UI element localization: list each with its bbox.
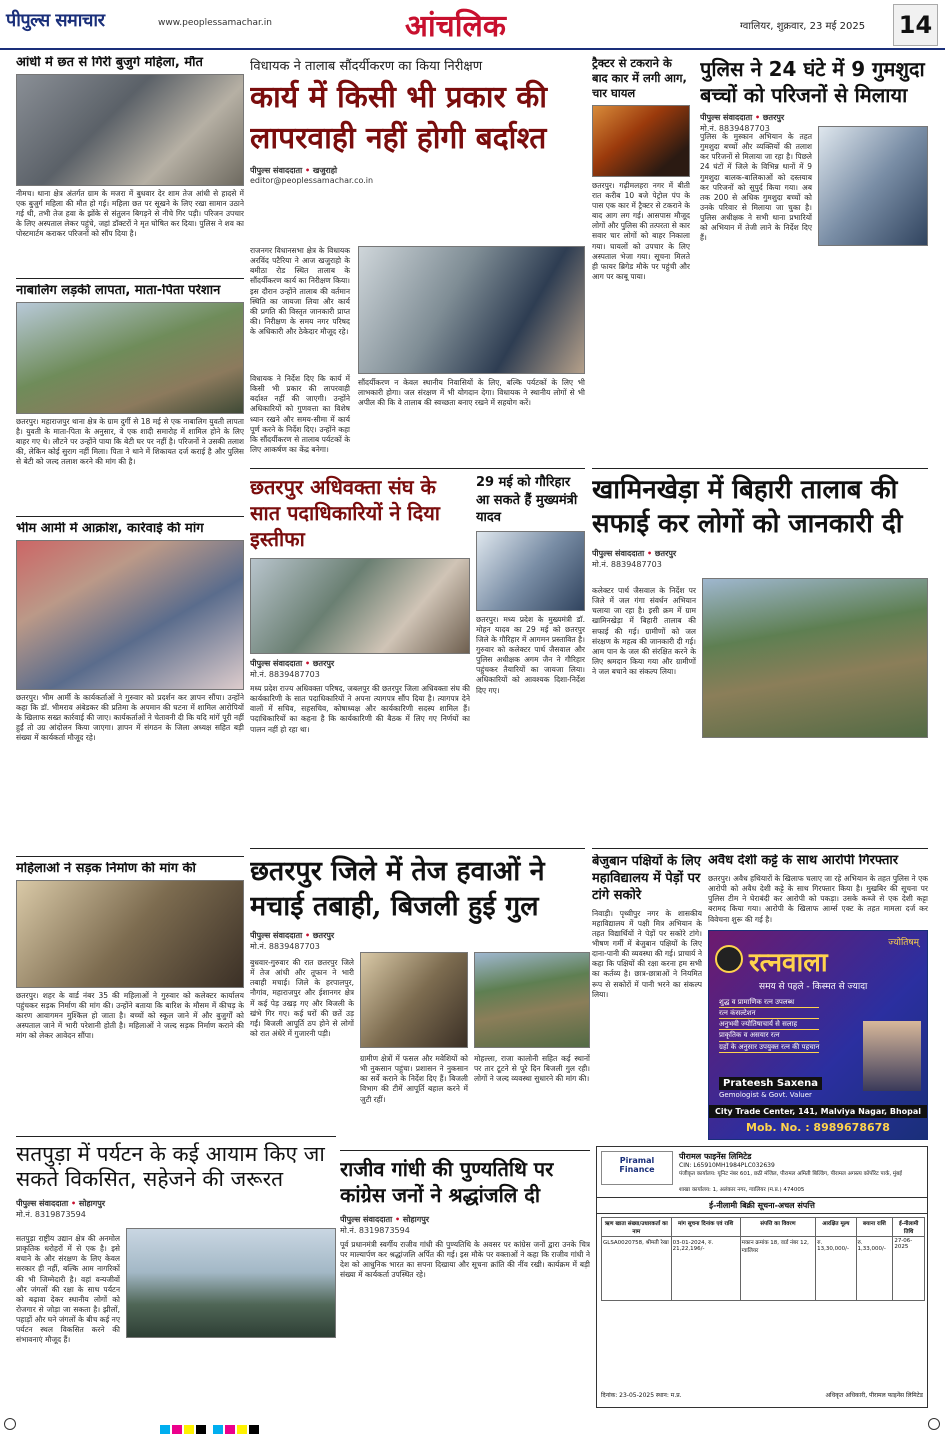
- byline-email[interactable]: editor@peoplessamachar.co.in: [250, 176, 374, 185]
- headline: अवैध देशी कट्टे के साथ आरोपी गिरफ्तार: [708, 854, 899, 868]
- story-photo: [126, 1228, 336, 1338]
- byline-phone: मो.नं. 8839487703: [250, 942, 320, 952]
- auction-cell: रु. 1,33,000/-: [856, 1237, 893, 1301]
- headline: बेजुबान पक्षियों के लिए महाविद्यालय में पेड़ों पर टांगे सकोरे: [592, 854, 701, 903]
- ad-address: City Trade Center, 141, Malviya Nagar, Bhopal: [709, 1105, 927, 1118]
- headline: 29 मई को गौरिहार आ सकते हैं मुख्यमंत्री यादव: [476, 475, 578, 526]
- ad-branch: शाखा कार्यालय: 1, अलंकार नगर, ग्वालियर (म.प्र.) 474005: [679, 1187, 805, 1193]
- story-body: छतरपुर। मध्य प्रदेश के मुख्यमंत्री डॉ. मोहन यादव का 29 मई को छतरपुर जिले के गौरिहार में आगमन प्रस्तावित है। गुरुवार को कलेक्टर पार्थ जैसवाल और पुलिस अधीक्षक अगम जैन ने गौरिहार पहुंचकर तैयारियों का जायजा लिया। अधिकारियों को आवश्यक दिशा-निर्देश दिए गए।: [476, 614, 585, 695]
- byline-place: सोहागपुर: [78, 1199, 106, 1209]
- ad-title: रत्नवाला: [749, 948, 828, 978]
- story-photo: [358, 246, 585, 374]
- byline-label: पीपुल्स संवाददाता: [16, 1199, 69, 1209]
- page-number: 14: [893, 4, 938, 46]
- auction-table: [601, 1217, 925, 1301]
- headline: कार्य में किसी भी प्रकार की लापरवाही नहीं होगी बर्दाश्त: [250, 80, 548, 156]
- story-mla-inspection: [250, 56, 585, 466]
- auction-col: बयाना राशि: [856, 1218, 893, 1237]
- story-body: पूर्व प्रधानमंत्री स्वर्गीय राजीव गांधी की पुण्यतिथि के अवसर पर कांग्रेस जनों द्वारा उनके चित्र पर माल्यार्पण कर श्रद्धांजलि अर्पित की गई। इस मौके पर वक्ताओं ने कहा कि राजीव गांधी ने देश को आधुनिक भारत का सपना दिखाया और सूचना क्रांति की नींव रखी। कार्यक्रम में बड़ी संख्या में कार्यकर्ता उपस्थित रहे।: [340, 1240, 590, 1280]
- byline: पीपुल्स संवाददाता • छतरपुर: [250, 659, 335, 668]
- story-body: सौंदर्यीकरण न केवल स्थानीय निवासियों के लिए, बल्कि पर्यटकों के लिए भी लाभकारी होगा। जल संरक्षण में भी योगदान देगा। विधायक ने स्थानीय लोगों से भी अपील की कि वे तालाब की स्वच्छता बनाए रखने में सहयोग करें।: [358, 378, 585, 408]
- byline-place: सोहागपुर: [402, 1215, 430, 1224]
- story-photo: [16, 880, 244, 988]
- headline: छतरपुर जिले में तेज हवाओं ने मचाई तबाही, बिजली हुई गुल: [250, 856, 545, 923]
- ad-services: [719, 997, 819, 1053]
- divider: [250, 468, 585, 469]
- ad-footer-date: दिनांक: 23-05-2025 स्थान: म.प्र.: [601, 1392, 682, 1399]
- story-body: छतरपुर। भीम आर्मी के कार्यकर्ताओं ने गुरुवार को प्रदर्शन कर ज्ञापन सौंपा। उन्होंने कहा कि डॉ. भीमराव अंबेडकर की प्रतिमा के अपमान की घटना में शामिल आरोपियों के खिलाफ सख्त कार्रवाई की जाए। कार्यकर्ताओं ने चेतावनी दी कि यदि मांगें पूरी नहीं हुईं तो उग्र आंदोलन किया जाएगा। ज्ञापन में संगठन के जिला अध्यक्ष सहित बड़ी संख्या में कार्यकर्ता मौजूद रहे।: [16, 692, 244, 743]
- headline: छतरपुर अधिवक्ता संघ के सात पदाधिकारियों ने दिया इस्तीफा: [250, 475, 440, 551]
- story-rajiv-gandhi: [340, 1156, 590, 1404]
- ad-company: पीरामल फाइनेंस लिमिटेड: [679, 1152, 752, 1161]
- story-photo: [592, 105, 690, 177]
- ad-person: Prateesh Saxena: [719, 1077, 822, 1090]
- byline-label: पीपुल्स संवाददाता: [340, 1215, 393, 1224]
- registration-mark: [4, 1418, 16, 1430]
- ad-service: रत्न कंसल्टेशन: [719, 1008, 819, 1019]
- story-missing-girl: [16, 284, 244, 512]
- ad-service: प्राकृतिक व असयार रत्न: [719, 1030, 819, 1041]
- headline: पुलिस ने 24 घंटे में 9 गुमशुदा बच्चों को परिजनों से मिलाया: [700, 57, 925, 107]
- divider: [16, 856, 244, 857]
- byline-label: पीपुल्स संवाददाता: [250, 166, 303, 175]
- divider: [16, 278, 244, 279]
- story-body: सतपुड़ा राष्ट्रीय उद्यान क्षेत्र की अनमोल प्राकृतिक धरोहरों में से एक है। इसे बचाने के और संरक्षण के लिए केवल सरकार ही नहीं, बल्कि आम नागरिकों की भी जिम्मेदारी है। वहां वन्यजीवों और जंगलों की रक्षा के साथ पर्यटन को बढ़ावा देकर स्थानीय लोगों को रोजगार से जोड़ा जा सकता है। झीलों, पहाड़ों और घने जंगलों के बीच कई नए पर्यटन स्थल विकसित करने की संभावनाएं मौजूद हैं।: [16, 1234, 120, 1345]
- ad-role: Gemologist & Govt. Valuer: [719, 1091, 812, 1099]
- story-body: मोहल्ला, राजा कालोनी सहित कई स्थानों पर तार टूटने से पूरे दिन बिजली गुल रही। लोगों ने जल्द व्यवस्था सुधारने की मांग की।: [474, 1054, 590, 1084]
- headline: सतपुड़ा में पर्यटन के कई आयाम किए जा सकते विकसित, सहेजने की जरूरत: [16, 1142, 325, 1192]
- story-photo: [250, 558, 470, 654]
- story-body: विधायक ने निर्देश दिए कि कार्य में किसी भी प्रकार की लापरवाही बर्दाश्त नहीं की जाएगी। उन्होंने अधिकारियों को गुणवत्ता का विशेष ध्यान रखने और समय-सीमा में कार्य पूर्ण करने के निर्देश दिए। उन्होंने कहा कि सौंदर्यीकरण से तालाब पर्यटकों के लिए आकर्षण का केंद्र बनेगा।: [250, 374, 350, 454]
- story-body: छतरपुर। गढ़ीमलहरा नगर में बीती रात करीब 10 बजे पेट्रोल पंप के पास एक कार में ट्रैक्टर से टकराने के बाद आग लग गई। आसपास मौजूद लोगों और पुलिस की तत्परता से कार सवार चार लोगों को बाहर निकाला गया। घायलों को उपचार के लिए अस्पताल भेजा गया। सूचना मिलते ही फायर ब्रिगेड मौके पर पहुंची और आग पर काबू पाया।: [592, 180, 690, 281]
- byline: पीपुल्स संवाददाता • छतरपुर: [700, 113, 785, 122]
- masthead: [0, 0, 945, 50]
- story-road-demand: [16, 862, 244, 1132]
- headline: ट्रैक्टर से टकराने के बाद कार में लगी आग, चार घायल: [592, 56, 687, 100]
- byline-place: छतरपुर: [312, 659, 335, 668]
- headline: महिलाओं ने सड़क निर्माण की मांग की: [16, 862, 196, 876]
- story-photo: [476, 531, 585, 611]
- story-photo: [16, 302, 244, 414]
- story-body: छतरपुर। शहर के वार्ड नंबर 35 की महिलाओं ने गुरुवार को कलेक्टर कार्यालय पहुंचकर सड़क निर्माण की मांग की। उन्होंने बताया कि बारिश के मौसम में कीचड़ के कारण आवागमन मुश्किल हो जाता है। बच्चों को स्कूल जाने में और बुजुर्गों को अस्पताल जाने में भारी परेशानी होती है। महिलाओं ने जल्द सड़क निर्माण कराने की मांग को लेकर आवेदन सौंपा।: [16, 990, 244, 1041]
- ad-signatory: अधिकृत अधिकारी, पीरामल फाइनेंस लिमिटेड: [825, 1392, 923, 1399]
- ad-logo-icon: [715, 945, 743, 973]
- story-body: नीमच। थाना क्षेत्र अंतर्गत ग्राम के मजरा में बुधवार देर शाम तेज आंधी से हादसे में एक बुजुर्ग महिला की मौत हो गई। महिला छत पर सूखने के लिए रखा सामान उठाने गई थी, तभी तेज हवा के झोंके से संतुलन बिगड़ने से नीचे गिर पड़ी। परिजन उपचार के लिए अस्पताल लेकर पहुंचे, जहां डॉक्टरों ने मृत घोषित कर दिया। पुलिस ने शव का पोस्टमार्टम कराकर परिजनों को सौंप दिया है।: [16, 188, 244, 239]
- auction-cell: 03-01-2024, रु. 21,22,196/-: [671, 1237, 740, 1301]
- divider: [592, 468, 928, 469]
- story-satpura-tourism: [16, 1142, 336, 1404]
- section-title: आंचलिक: [405, 9, 506, 44]
- story-body: कलेक्टर पार्थ जैसवाल के निर्देश पर जिले में जल गंगा संवर्धन अभियान चलाया जा रहा है। इसी क्रम में ग्राम खामिनखेड़ा में बिहारी तालाब की सफाई की गई। ग्रामीणों को जल संरक्षण के महत्व की जानकारी दी गई। आम पान के जल की संरक्षित करने के लिए श्रमदान किया गया और ग्रामीणों ने जल बचाने का संकल्प लिया।: [592, 586, 696, 676]
- auction-table-header: [602, 1218, 925, 1237]
- headline: राजीव गांधी की पुण्यतिथि पर कांग्रेस जनों ने श्रद्धांजलि दी: [340, 1157, 554, 1207]
- story-cm-visit: [476, 474, 585, 844]
- story-body: राजनगर विधानसभा क्षेत्र के विधायक अरविंद पटैरिया ने आज खजुराहो के बमीठा रोड स्थित तालाब के सौंदर्यीकरण कार्य का निरीक्षण किया। इस दौरान उन्होंने तालाब की वर्तमान स्थिति का जायजा लिया और कार्य की प्रगति की विस्तृत जानकारी प्राप्त की। निरीक्षण के समय नगर परिषद के अधिकारी और ठेकेदार मौजूद रहे।: [250, 246, 350, 336]
- ad-service: शुद्ध व प्रामाणिक रत्न उपलब्ध: [719, 997, 819, 1008]
- story-body: ग्रामीण क्षेत्रों में फसल और मवेशियों को भी नुकसान पहुंचा। प्रशासन ने नुकसान का सर्वे कराने के निर्देश दिए हैं। बिजली विभाग की टीमें आपूर्ति बहाल करने में जुटी रहीं।: [360, 1054, 468, 1104]
- ad-piramal-notice: [596, 1146, 928, 1408]
- byline-place: खजुराहो: [312, 166, 338, 175]
- dateline: ग्वालियर, शुक्रवार, 23 मई 2025: [740, 21, 866, 32]
- brand-name: पीपुल्स समाचार: [6, 10, 105, 31]
- byline-phone: मो.नं. 8319873594: [340, 1226, 410, 1235]
- divider: [250, 848, 585, 849]
- story-car-fire: [592, 56, 690, 466]
- ad-mobile[interactable]: Mob. No. : 8989678678: [746, 1121, 890, 1134]
- story-photo: [360, 952, 468, 1048]
- story-missing-children: [700, 56, 928, 466]
- auction-col: मांग सूचना दिनांक एवं राशि: [671, 1218, 740, 1237]
- story-arms-arrest-body: [708, 874, 928, 926]
- byline-phone: मो.नं. 8839487703: [250, 670, 320, 679]
- byline-phone: मो.नं. 8839487703: [592, 559, 662, 569]
- story-body: निवाड़ी। पृथ्वीपुर नगर के शासकीय महाविद्यालय में पक्षी मित्र अभियान के तहत विद्यार्थियों ने पेड़ों पर सकोरे टांगे। भीषण गर्मी में बेजुबान पक्षियों के लिए दाना-पानी की व्यवस्था की गई। प्राचार्य ने कहा कि पक्षियों की रक्षा करना हम सभी का कर्तव्य है। छात्र-छात्राओं ने नियमित रूप से सकोरों में पानी भरने का संकल्प लिया।: [592, 908, 702, 999]
- registration-mark: [928, 1418, 940, 1430]
- ad-ratnawala[interactable]: [708, 930, 928, 1140]
- byline-phone: मो.नं. 8839487703: [700, 124, 770, 133]
- ad-photo: [863, 1021, 921, 1091]
- story-roof-fall: [16, 56, 244, 274]
- ad-tagline: समय से पहले - किस्मत से ज्यादा: [759, 982, 868, 992]
- headline: भीम आर्मी में आक्रोश, कार्रवाई की मांग: [16, 522, 204, 536]
- ad-cin: CIN: L65910MH1984PLC032639: [679, 1162, 775, 1169]
- story-photo: [16, 540, 244, 690]
- site-url[interactable]: www.peoplessamachar.in: [158, 18, 272, 28]
- story-photo: [474, 952, 590, 1048]
- ad-table-wrap: [601, 1217, 925, 1301]
- story-body: बुधवार-गुरुवार की रात छतरपुर जिले में तेज आंधी और तूफान ने भारी तबाही मचाई। जिले के हरपालपुर, नौगांव, महाराजपुर और ईशानगर क्षेत्र में कई पेड़ उखड़ गए और बिजली के खंभे गिर गए। कई घरों की छतें उड़ गईं। बिजली आपूर्ति ठप होने से लोगों को रात अंधेरे में गुजारनी पड़ी।: [250, 958, 354, 1038]
- auction-cell: रु. 13,30,000/-: [816, 1237, 856, 1301]
- divider: [16, 516, 244, 517]
- ad-notice-title: ई-नीलामी बिक्री सूचना-अचल संपत्ति: [597, 1197, 927, 1214]
- divider: [592, 848, 928, 849]
- byline: पीपुल्स संवाददाता • छतरपुर: [592, 548, 677, 558]
- story-bird-bowls: [592, 854, 702, 1146]
- auction-col: ऋण खाता संख्या/उधारकर्ता का नाम: [602, 1218, 672, 1237]
- byline-label: पीपुल्स संवाददाता: [250, 931, 303, 941]
- byline-label: पीपुल्स संवाददाता: [250, 659, 303, 668]
- story-body: मध्य प्रदेश राज्य अधिवक्ता परिषद, जबलपुर की छतरपुर जिला अधिवक्ता संघ की कार्यकारिणी के सात पदाधिकारियों ने अपना त्यागपत्र सौंप दिया है। त्यागपत्र देने वालों में सचिव, सहसचिव, कोषाध्यक्ष और कार्यकारिणी सदस्य शामिल हैं। पदाधिकारियों का कहना है कि कार्यकारिणी की बैठक में लिए गए निर्णयों का पालन नहीं हो रहा था।: [250, 684, 470, 734]
- story-body: छतरपुर। अवैध हथियारों के खिलाफ चलाए जा रहे अभियान के तहत पुलिस ने एक आरोपी को अवैध देशी कट्टे के साथ गिरफ्तार किया है। मुखबिर की सूचना पर पुलिस टीम ने घेराबंदी कर आरोपी को पकड़ा। उसके कब्जे से एक देशी कट्टा बरामद किया गया। आरोपी के खिलाफ आर्म्स एक्ट के तहत मामला दर्ज कर विवेचना शुरू की गई है।: [708, 874, 928, 924]
- headline: नाबालिग लड़की लापता, माता-पिता परेशान: [16, 284, 221, 298]
- byline-place: छतरपुर: [312, 931, 335, 941]
- byline: पीपुल्स संवाददाता • सोहागपुर: [340, 1215, 430, 1224]
- kicker: विधायक ने तालाब सौंदर्यीकरण का किया निरीक्षण: [250, 59, 483, 74]
- story-photo: [702, 578, 928, 738]
- byline-phone: मो.नं. 8319873594: [16, 1210, 86, 1220]
- ad-service: ग्रहों के अनुसार उपयुक्त रत्न की पहचान: [719, 1042, 819, 1053]
- auction-cell: GLSA0020758, श्रीमती रेखा: [602, 1237, 672, 1301]
- auction-table-row: [602, 1237, 925, 1301]
- byline: पीपुल्स संवाददाता • खजुराहो: [250, 166, 338, 175]
- story-photo: [818, 126, 928, 246]
- ad-reg-address: पंजीकृत कार्यालय: यूनिट नंबर 601, छठी मंजिल, पीरामल अमिती बिल्डिंग, पीरामल अगस्त्य कॉर्पोरेट पार्क, मुंबई: [679, 1171, 902, 1177]
- story-bar-association: [250, 474, 470, 844]
- byline-place: छतरपुर: [762, 113, 785, 122]
- ad-tag: ज्योतिषम्: [888, 938, 919, 948]
- story-pond-cleaning: [592, 474, 928, 844]
- story-photo: [16, 74, 244, 186]
- auction-cell: मकान क्रमांक 18, वार्ड नंबर 12, ग्वालियर: [740, 1237, 816, 1301]
- byline-label: पीपुल्स संवाददाता: [592, 548, 645, 558]
- byline-label: पीपुल्स संवाददाता: [700, 113, 753, 122]
- headline: आंधी में छत से गिरी बुजुर्ग महिला, मौत: [16, 56, 203, 70]
- story-body: छतरपुर। महाराजपुर थाना क्षेत्र के ग्राम दुर्गी से 18 मई से एक नाबालिग युवती लापता है। युवती के माता-पिता के अनुसार, वे एक शादी समारोह में शामिल होने के लिए बाहर गए थे। लौटने पर उन्होंने पाया कि बेटी घर पर नहीं है। परिजनों ने उसकी तलाश की, लेकिन कोई सुराग नहीं मिला। पिता ने थाने में शिकायत दर्ज कराई है और पुलिस से बेटी को जल्द तलाश करने की मांग की है।: [16, 416, 244, 467]
- byline-place: छतरपुर: [654, 548, 677, 558]
- byline: पीपुल्स संवाददाता • सोहागपुर: [16, 1199, 106, 1209]
- piramal-logo-text: Piramal Finance: [619, 1156, 655, 1174]
- byline: पीपुल्स संवाददाता • छतरपुर: [250, 931, 335, 941]
- auction-col: ई-नीलामी तिथि: [893, 1218, 925, 1237]
- auction-col: आरक्षित मूल्य: [816, 1218, 856, 1237]
- auction-cell: 27-06-2025: [893, 1237, 925, 1301]
- headline: खामिनखेड़ा में बिहारी तालाब की सफाई कर लोगों को जानकारी दी: [592, 475, 903, 539]
- story-storm-damage: [250, 854, 590, 1146]
- story-body: पुलिस के मुस्कान अभियान के तहत गुमशुदा बच्चों और व्यक्तियों की तलाश कर परिजनों से मिलाया जा रहा है। पिछले 24 घंटों में जिले के विभिन्न थानों में 9 गुमशुदा बालक-बालिकाओं को दस्तयाब कर परिजनों को सुपुर्द किया गया। अब तक 200 से अधिक गुमशुदा बच्चों को उनके परिवार से मिलाया जा चुका है। पुलिस अधीक्षक ने सभी थाना प्रभारियों को अभियान में तेजी लाने के निर्देश दिए हैं।: [700, 132, 812, 243]
- auction-col: संपत्ति का विवरण: [740, 1218, 816, 1237]
- ad-service: अनुभवी ज्योतिषाचार्य से सलाह: [719, 1019, 819, 1030]
- story-bhim-army: [16, 522, 244, 852]
- divider: [340, 1150, 590, 1151]
- ad-logo: [601, 1151, 673, 1185]
- color-bar: [160, 1420, 780, 1434]
